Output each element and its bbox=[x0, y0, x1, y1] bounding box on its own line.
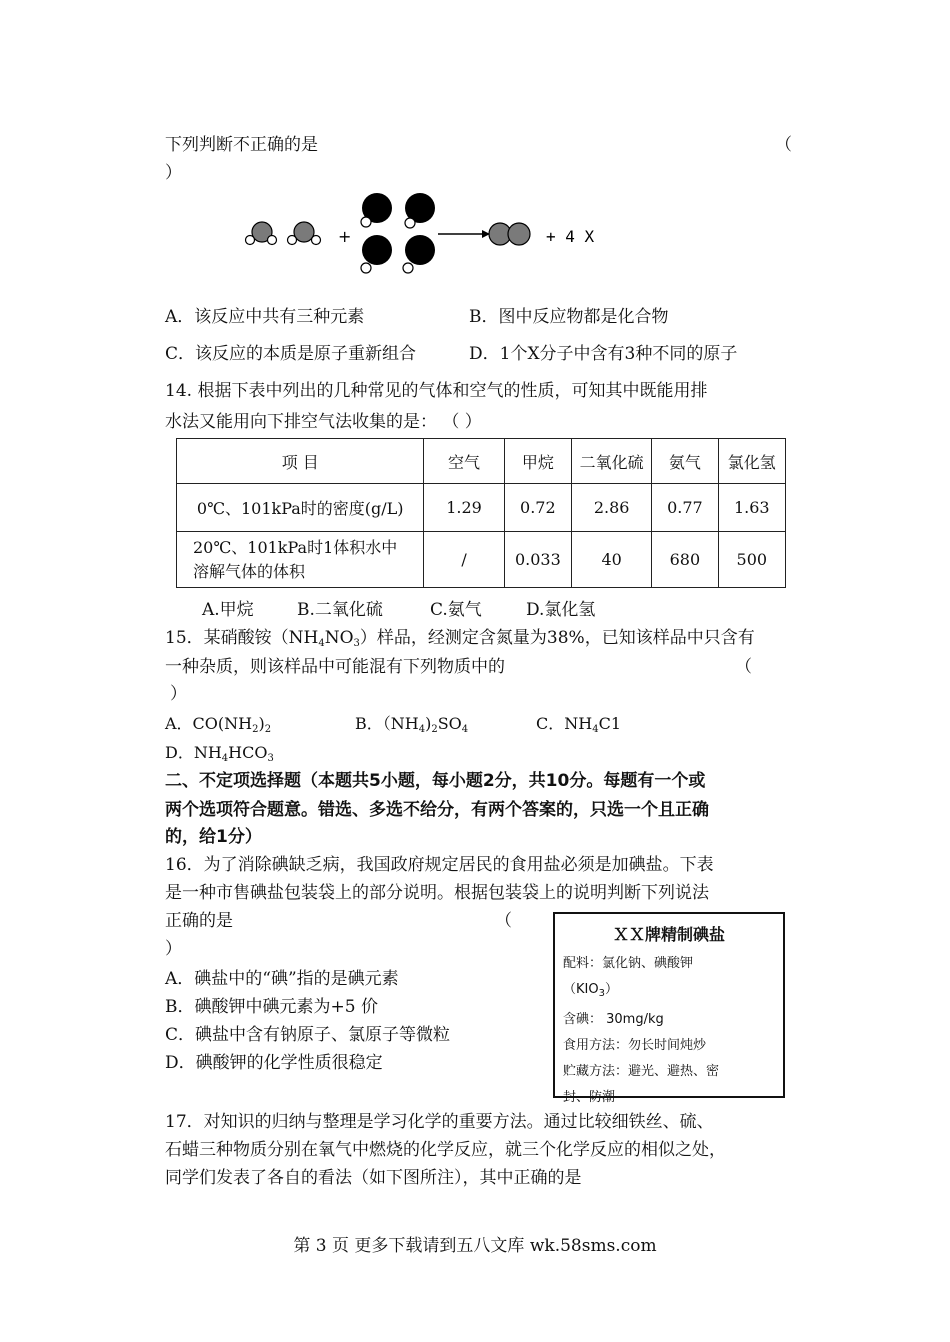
page-footer: 第 3 页 更多下载请到五八文库 wk.58sms.com bbox=[293, 1236, 657, 1256]
q15-option-d: D．$NH_4HCO_3$ bbox=[165, 743, 274, 764]
q14-line2: 水法又能用向下排空气法收集的是： （ ） bbox=[165, 412, 482, 432]
q13-option-a: A．该反应中共有三种元素 bbox=[165, 307, 365, 327]
q14-line1: 14. 根据下表中列出的几种常见的气体和空气的性质，可知其中既能用排 bbox=[165, 381, 708, 401]
q16-option-c: C．碘盐中含有钠原子、氯原子等微粒 bbox=[165, 1025, 451, 1045]
iodized-salt-label bbox=[553, 912, 785, 1105]
q16-option-b: B．碘酸钾中碘元素为+5 价 bbox=[165, 997, 378, 1017]
salt-iodine-content: 含碘： 30mg/kg bbox=[563, 1012, 664, 1027]
q16-option-d: D．碘酸钾的化学性质很稳定 bbox=[165, 1053, 383, 1073]
black-molecule-2 bbox=[405, 193, 435, 228]
black-molecule-3 bbox=[361, 235, 392, 273]
q16-line1: 16．为了消除碘缺乏病，我国政府规定居民的食用盐必须是加碘盐。下表 bbox=[165, 855, 714, 875]
q15-paren-close: ） bbox=[170, 684, 187, 704]
q14-option-d: D.氯化氢 bbox=[526, 600, 596, 620]
black-molecule-4 bbox=[403, 235, 435, 273]
salt-label-title: ＸＸ牌精制碘盐 bbox=[612, 925, 725, 944]
product-molecule bbox=[489, 223, 530, 245]
q16-option-a: A．碘盐中的“碘”指的是碘元素 bbox=[165, 969, 399, 989]
salt-formula: $(KIO_3)$ bbox=[563, 982, 618, 999]
header-so2: 二氧化硫 bbox=[572, 439, 652, 484]
salt-storage-1: 贮藏方法：避光、避热、密 bbox=[563, 1064, 720, 1079]
black-molecule-1 bbox=[361, 193, 392, 227]
salt-usage: 食用方法：勿长时间炖炒 bbox=[563, 1038, 707, 1053]
q15-option-a: A．$CO(NH_2)_2$ bbox=[165, 714, 272, 735]
header-ammonia: 氨气 bbox=[652, 439, 718, 484]
water-molecule-1 bbox=[246, 222, 277, 245]
q16-line2: 是一种市售碘盐包装袋上的部分说明。根据包装袋上的说明判断下列说法 bbox=[165, 883, 709, 903]
q13-stem: 下列判断不正确的是 bbox=[165, 135, 318, 155]
section2-line2: 两个选项符合题意。错选、多选不给分，有两个答案的，只选一个且正确 bbox=[165, 800, 709, 820]
q14-option-a: A.甲烷 bbox=[202, 600, 254, 620]
q13-paren-open: （ bbox=[775, 135, 792, 155]
q15-paren-open: （ bbox=[735, 657, 752, 677]
q15-option-b: B．$(NH_4)_2SO_4$ bbox=[355, 714, 469, 735]
salt-storage-2: 封、防潮 bbox=[563, 1090, 616, 1105]
q17-line2: 石蜡三种物质分别在氧气中燃烧的化学反应，就三个化学反应的相似之处， bbox=[165, 1140, 726, 1160]
product-label: + 4 X bbox=[546, 227, 595, 246]
section2-line3: 的，给1分） bbox=[165, 827, 262, 847]
header-item: 项 目 bbox=[177, 439, 424, 484]
water-molecule-2 bbox=[288, 222, 321, 245]
q14-option-c: C.氨气 bbox=[430, 600, 482, 620]
q16-line3: 正确的是 bbox=[165, 911, 233, 931]
header-methane: 甲烷 bbox=[504, 439, 572, 484]
header-air: 空气 bbox=[424, 439, 504, 484]
table-row-solubility: 20℃、101kPa时1体积水中 溶解气体的体积 / 0.033 40 680 500 bbox=[177, 532, 786, 588]
q17-line3: 同学们发表了各自的看法（如下图所注），其中正确的是 bbox=[165, 1168, 582, 1188]
q13-option-d: D．1个X分子中含有3种不同的原子 bbox=[469, 344, 738, 364]
q15-option-c: C．$NH_4C1$ bbox=[536, 714, 621, 735]
q16-paren-close: ） bbox=[165, 939, 182, 959]
q13-option-c: C．该反应的本质是原子重新组合 bbox=[165, 344, 417, 364]
q13-paren-close: ） bbox=[165, 163, 182, 183]
q15-line1: 15．某硝酸铵$(NH_4NO_3)$样品，经测定含氮量为38%，已知该样品中只含有 bbox=[165, 628, 755, 649]
header-hcl: 氯化氢 bbox=[718, 439, 785, 484]
q17-line1: 17．对知识的归纳与整理是学习化学的重要方法。通过比较细铁丝、硫、 bbox=[165, 1112, 714, 1132]
q15-line2: 一种杂质，则该样品中可能混有下列物质中的 bbox=[165, 657, 505, 677]
table-header-row bbox=[177, 439, 786, 484]
plus-sign: + bbox=[338, 227, 352, 246]
q14-option-b: B.二氧化硫 bbox=[297, 600, 383, 620]
salt-ingredients: 配料：氯化钠、碘酸钾 bbox=[563, 956, 694, 971]
reaction-diagram bbox=[236, 184, 616, 280]
section2-line1: 二、不定项选择题（本题共5小题，每小题2分，共10分。每题有一个或 bbox=[165, 771, 706, 791]
q13-option-b: B．图中反应物都是化合物 bbox=[469, 307, 669, 327]
table-row-density: 0℃、101kPa时的密度(g/L) 1.29 0.72 2.86 0.77 1.63 bbox=[177, 484, 786, 532]
gas-property-table bbox=[176, 438, 786, 588]
q16-paren-open: （ bbox=[495, 911, 512, 931]
